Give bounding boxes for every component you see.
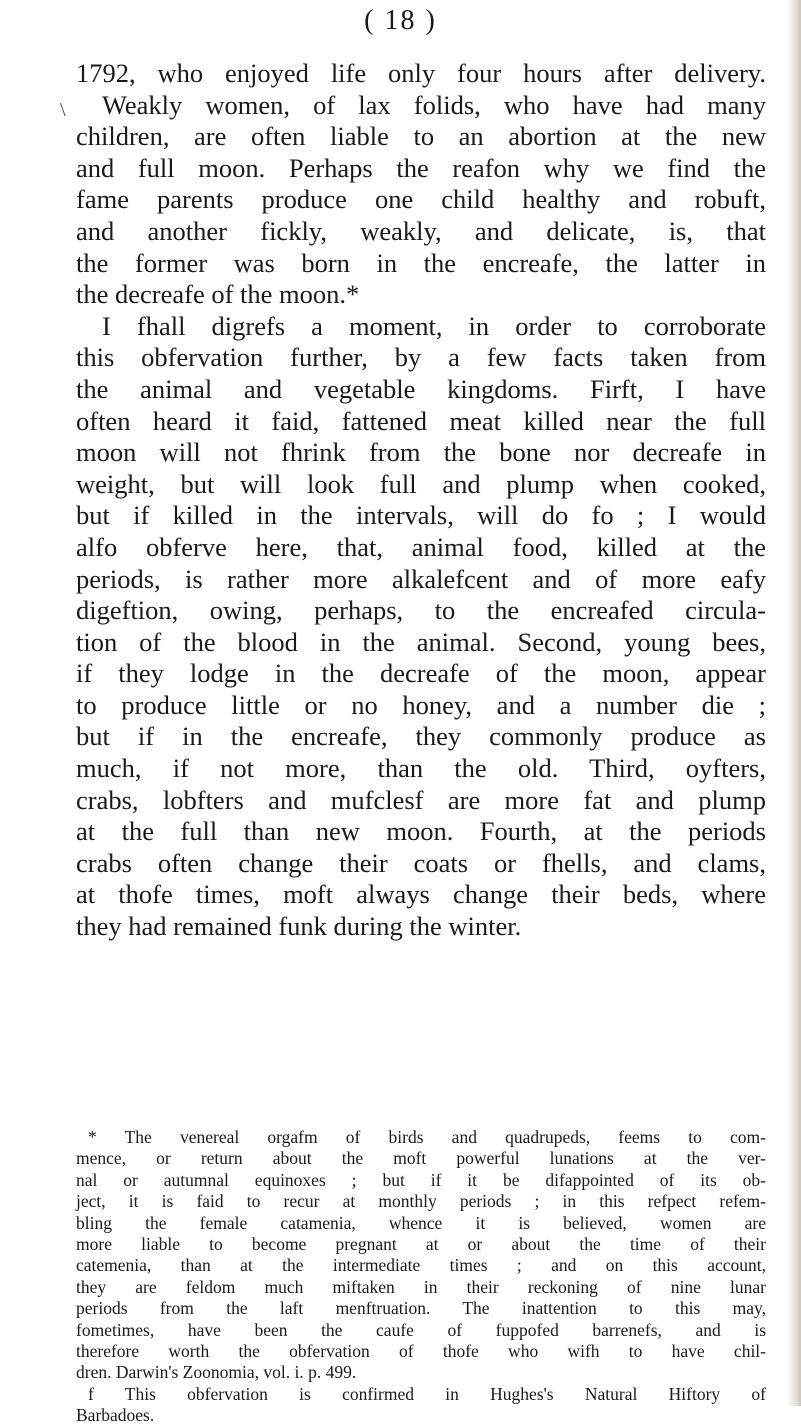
footnote-line: * The venereal orgafm of birds and quadrupeds, feems to com- xyxy=(88,1127,766,1147)
footnote-line: catemenia, than at the intermediate times ; and on this account, xyxy=(76,1255,766,1276)
body-line: fame parents produce one child healthy and robuft, xyxy=(76,184,766,215)
body-line: weight, but will look full and plump when cooked, xyxy=(76,468,766,499)
footnote-line: Barbadoes. xyxy=(76,1405,155,1426)
footnote-line: therefore worth the obfervation of thofe who wifh to have chil- xyxy=(76,1340,766,1361)
body-text xyxy=(76,58,766,943)
body-line: crabs, lobfters and mufclesf are more fat and plump xyxy=(76,784,766,815)
body-line: moon will not fhrink from the bone nor decreafe in xyxy=(76,437,766,468)
body-line: digeftion, owing, perhaps, to the encreafed circula- xyxy=(76,595,766,626)
body-line: if they lodge in the decreafe of the moon, appear xyxy=(76,658,766,689)
body-line: the animal and vegetable kingdoms. Firft, I have xyxy=(76,373,766,404)
footnote-line: dren. Darwin's Zoonomia, vol. i. p. 499. xyxy=(76,1362,357,1383)
body-line: much, if not more, than the old. Third, oyfters, xyxy=(76,753,766,784)
body-line: I fhall digrefs a moment, in order to corroborate xyxy=(102,310,766,341)
footnote-line: mence, or return about the moft powerful lunations at the ver- xyxy=(76,1148,766,1169)
body-line: Weakly women, of lax folids, who have had many xyxy=(102,89,766,120)
page-number-header: ( 18 ) xyxy=(364,5,437,36)
body-line: but if killed in the intervals, will do fo ; I would xyxy=(76,500,766,531)
footnote-line: more liable to become pregnant at or about the time of their xyxy=(76,1233,766,1254)
body-line: at thofe times, moft always change their beds, where xyxy=(76,879,766,910)
footnote-line: fometimes, have been the caufe of fuppofed barrenefs, and is xyxy=(76,1319,766,1340)
footnote-line: f This obfervation is confirmed in Hughes's Natural Hiftory of xyxy=(88,1383,766,1404)
body-line: and full moon. Perhaps the reafon why we find the xyxy=(76,152,766,183)
body-line: the decreafe of the moon.* xyxy=(76,279,360,310)
body-line: they had remained funk during the winter. xyxy=(76,911,522,942)
body-line: to produce little or no honey, and a number die ; xyxy=(76,689,766,720)
footnote-line: they are feldom much miftaken in their reckoning of nine lunar xyxy=(76,1276,766,1297)
footnotes xyxy=(76,1127,766,1426)
footnote-line: nal or autumnal equinoxes ; but if it be difappointed of its ob- xyxy=(76,1169,766,1190)
footnote-line: bling the female catamenia, whence it is believed, women are xyxy=(76,1212,766,1233)
footnote-line: periods from the laft menftruation. The inattention to this may, xyxy=(76,1298,766,1319)
footnote-line: ject, it is faid to recur at monthly periods ; in this refpect refem- xyxy=(76,1191,766,1212)
body-line: this obfervation further, by a few facts taken from xyxy=(76,342,766,373)
margin-mark: \ xyxy=(60,99,66,121)
body-line: 1792, who enjoyed life only four hours after delivery. xyxy=(76,58,766,88)
body-line: crabs often change their coats or fhells, and clams, xyxy=(76,847,766,878)
body-line: children, are often liable to an abortion at the new xyxy=(76,121,766,152)
body-line: periods, is rather more alkalefcent and of more eafy xyxy=(76,563,766,594)
body-line: tion of the blood in the animal. Second, young bees, xyxy=(76,626,766,657)
body-line: but if in the encreafe, they commonly produce as xyxy=(76,721,766,752)
body-line: and another fickly, weakly, and delicate, is, that xyxy=(76,215,766,246)
body-line: the former was born in the encreafe, the latter in xyxy=(76,247,766,278)
body-line: alfo obferve here, that, animal food, killed at the xyxy=(76,531,766,562)
body-line: at the full than new moon. Fourth, at the periods xyxy=(76,816,766,847)
body-line: often heard it faid, fattened meat killed near the full xyxy=(76,405,766,436)
page-edge-shadow xyxy=(787,0,801,1406)
